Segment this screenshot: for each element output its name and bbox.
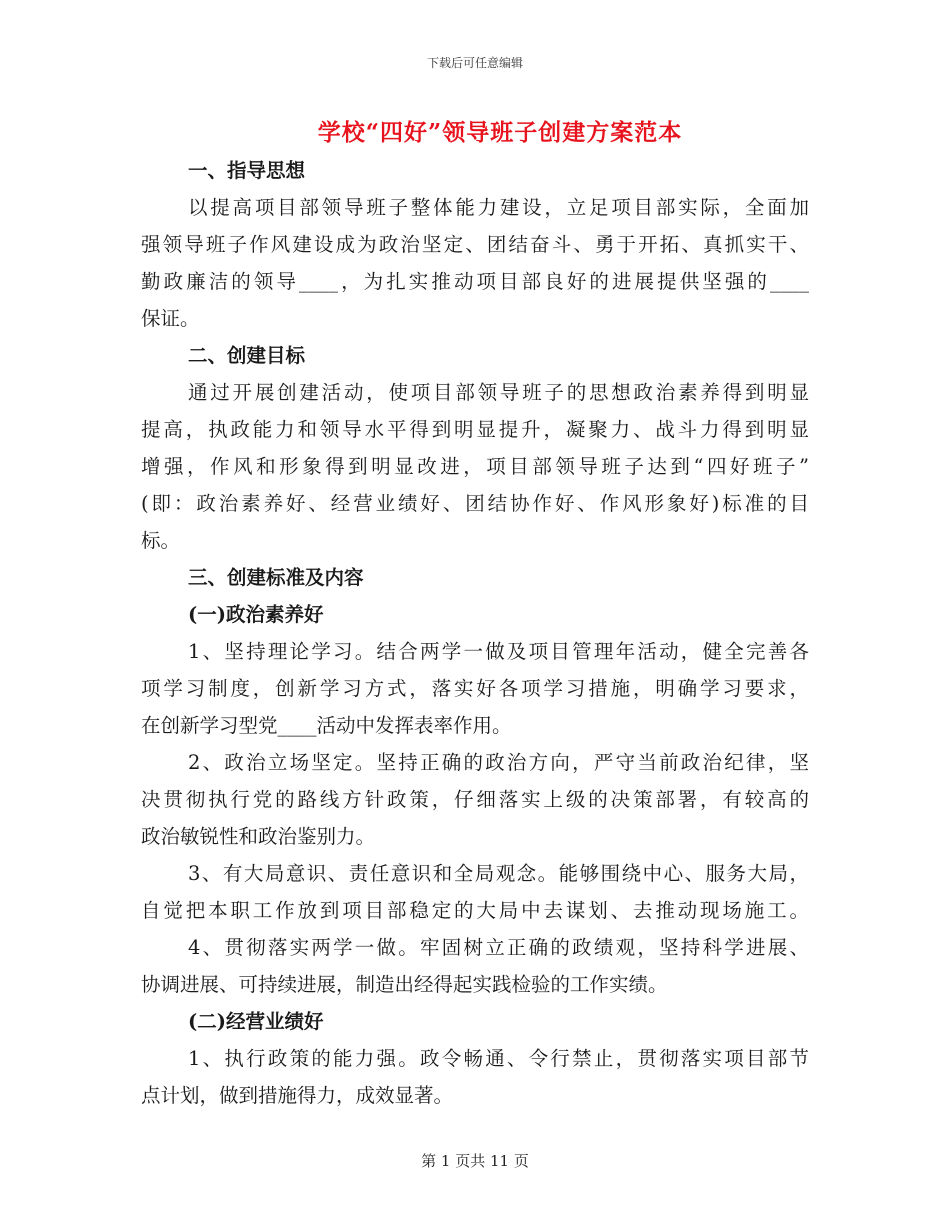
section-heading: (一)政治素养好	[188, 603, 324, 626]
paragraph-line: 通过开展创建活动，使项目部领导班子的思想政治素养得到明显	[188, 381, 809, 404]
paragraph-line: (即：政治素养好、经营业绩好、团结协作好、作风形象好)标准的目	[141, 492, 809, 515]
paragraph-line: 政治敏锐性和政治鉴别力。	[141, 825, 376, 848]
document-title: 学校“四好”领导班子创建方案范本	[317, 119, 683, 146]
paragraph-line: 1、坚持理论学习。结合两学一做及项目管理年活动，健全完善各	[188, 640, 809, 663]
paragraph-line: 在创新学习型党____活动中发挥表率作用。	[141, 714, 512, 737]
document-body	[141, 152, 809, 1114]
paragraph-line: 保证。	[141, 307, 200, 330]
header-note: 下载后可任意编辑	[426, 56, 523, 70]
paragraph-line: 3、有大局意识、责任意识和全局观念。能够围绕中心、服务大局，	[188, 862, 809, 885]
section-heading: (二)经营业绩好	[188, 1010, 324, 1033]
paragraph-line: 1、执行政策的能力强。政令畅通、令行禁止，贯彻落实项目部节	[188, 1047, 809, 1070]
paragraph-line: 提高，执政能力和领导水平得到明显提升，凝聚力、战斗力得到明显	[141, 418, 809, 441]
paragraph-line: 2、政治立场坚定。坚持正确的政治方向，严守当前政治纪律，坚	[188, 751, 809, 774]
paragraph-line: 协调进展、可持续进展，制造出经得起实践检验的工作实绩。	[141, 973, 668, 996]
paragraph-line: 强领导班子作风建设成为政治坚定、团结奋斗、勇于开拓、真抓实干、	[141, 233, 809, 256]
paragraph-line: 点计划，做到措施得力，成效显著。	[141, 1084, 454, 1107]
paragraph-line: 4、贯彻落实两学一做。牢固树立正确的政绩观，坚持科学进展、	[188, 936, 809, 959]
paragraph-line: 增强，作风和形象得到明显改进，项目部领导班子达到“四好班子”	[141, 455, 809, 478]
paragraph-line: 勤政廉洁的领导____，为扎实推动项目部良好的进展提供坚强的____	[141, 270, 809, 293]
paragraph-line: 项学习制度，创新学习方式，落实好各项学习措施，明确学习要求，	[141, 677, 809, 700]
paragraph-line: 标。	[141, 529, 181, 552]
paragraph-line: 自觉把本职工作放到项目部稳定的大局中去谋划、去推动现场施工。	[141, 899, 809, 922]
section-heading: 三、创建标准及内容	[188, 566, 364, 589]
section-heading: 二、创建目标	[188, 344, 306, 367]
page-footer: 第 1 页共 11 页	[421, 1152, 529, 1170]
paragraph-line: 决贯彻执行党的路线方针政策，仔细落实上级的决策部署，有较高的	[141, 788, 809, 811]
paragraph-line: 以提高项目部领导班子整体能力建设，立足项目部实际，全面加	[188, 196, 809, 219]
section-heading: 一、指导思想	[188, 159, 306, 182]
